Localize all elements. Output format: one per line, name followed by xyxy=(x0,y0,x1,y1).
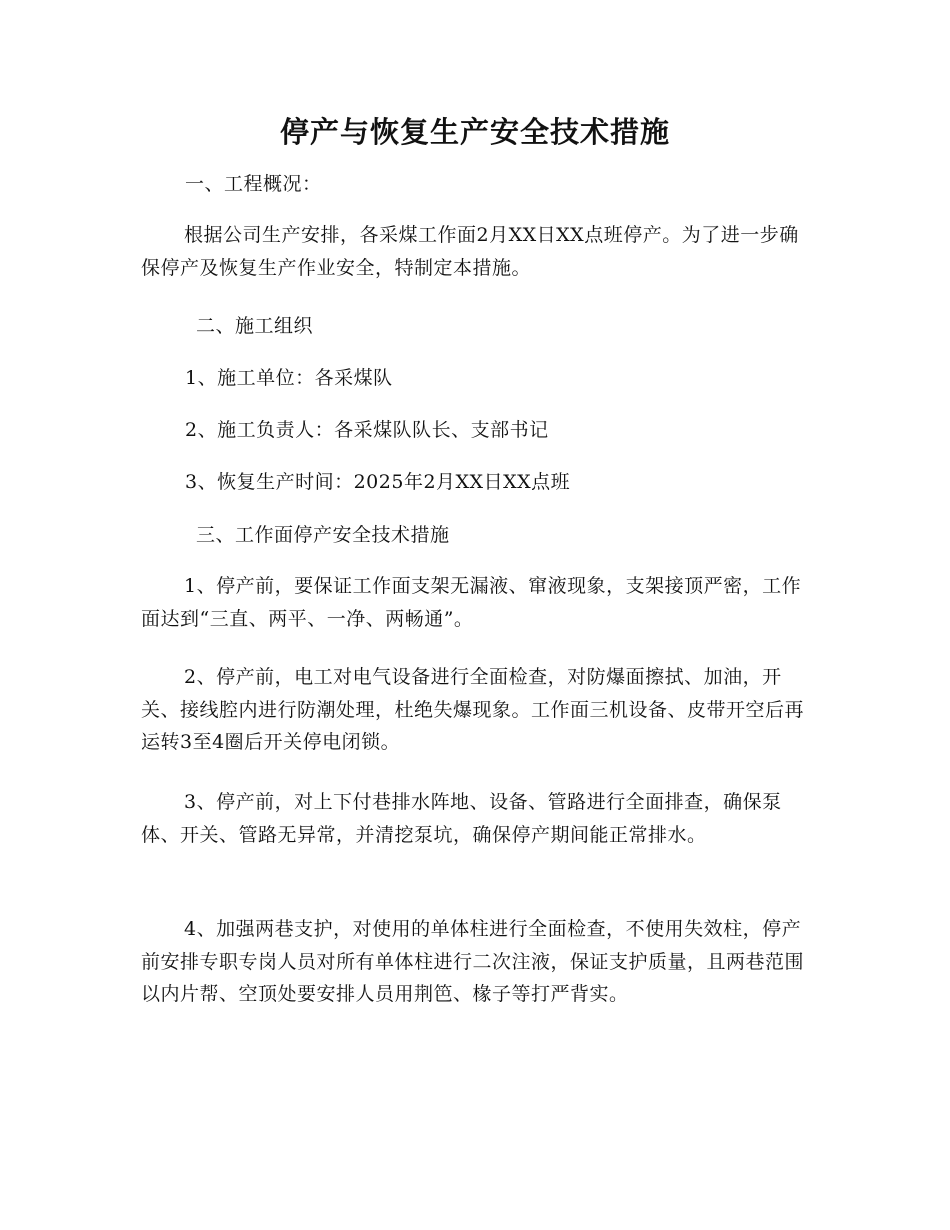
section-heading-measures: 三、工作面停产安全技术措施 xyxy=(196,524,450,546)
measure-item-4: 4、加强两巷支护，对使用的单体柱进行全面检查，不使用失效柱，停产前安排专职专岗人员对所有单体柱进行二次注液，保证支护质量，且两巷范围以内片帮、空顶处要安排人员用荆笆、椽子等打严背实。 xyxy=(141,918,805,1005)
measure-item-3: 3、停产前，对上下付巷排水阵地、设备、管路进行全面排查，确保泵体、开关、管路无异常，并清挖泵坑，确保停产期间能正常排水。 xyxy=(141,791,782,846)
measure-item-2: 2、停产前，电工对电气设备进行全面检查，对防爆面擦拭、加油，开关、接线腔内进行防潮处理，杜绝失爆现象。工作面三机设备、皮带开空后再运转3至4圈后开关停电闭锁。 xyxy=(141,666,805,753)
document-title: 停产与恢复生产安全技术措施 xyxy=(279,115,670,149)
organization-item-unit: 1、施工单位：各采煤队 xyxy=(185,367,393,389)
organization-item-resume-time: 3、恢复生产时间：2025年2月XX日XX点班 xyxy=(185,471,571,493)
section-heading-overview: 一、工程概况： xyxy=(185,173,322,195)
organization-item-responsible: 2、施工负责人：各采煤队队长、支部书记 xyxy=(185,419,549,441)
section-heading-organization: 二、施工组织 xyxy=(196,315,314,337)
paragraph-overview: 根据公司生产安排，各采煤工作面2月XX日XX点班停产。为了进一步确保停产及恢复生产作业安全，特制定本措施。 xyxy=(141,224,799,279)
measure-item-1: 1、停产前，要保证工作面支架无漏液、窜液现象，支架接顶严密，工作面达到“三直、两平、一净、两畅通”。 xyxy=(141,575,802,630)
